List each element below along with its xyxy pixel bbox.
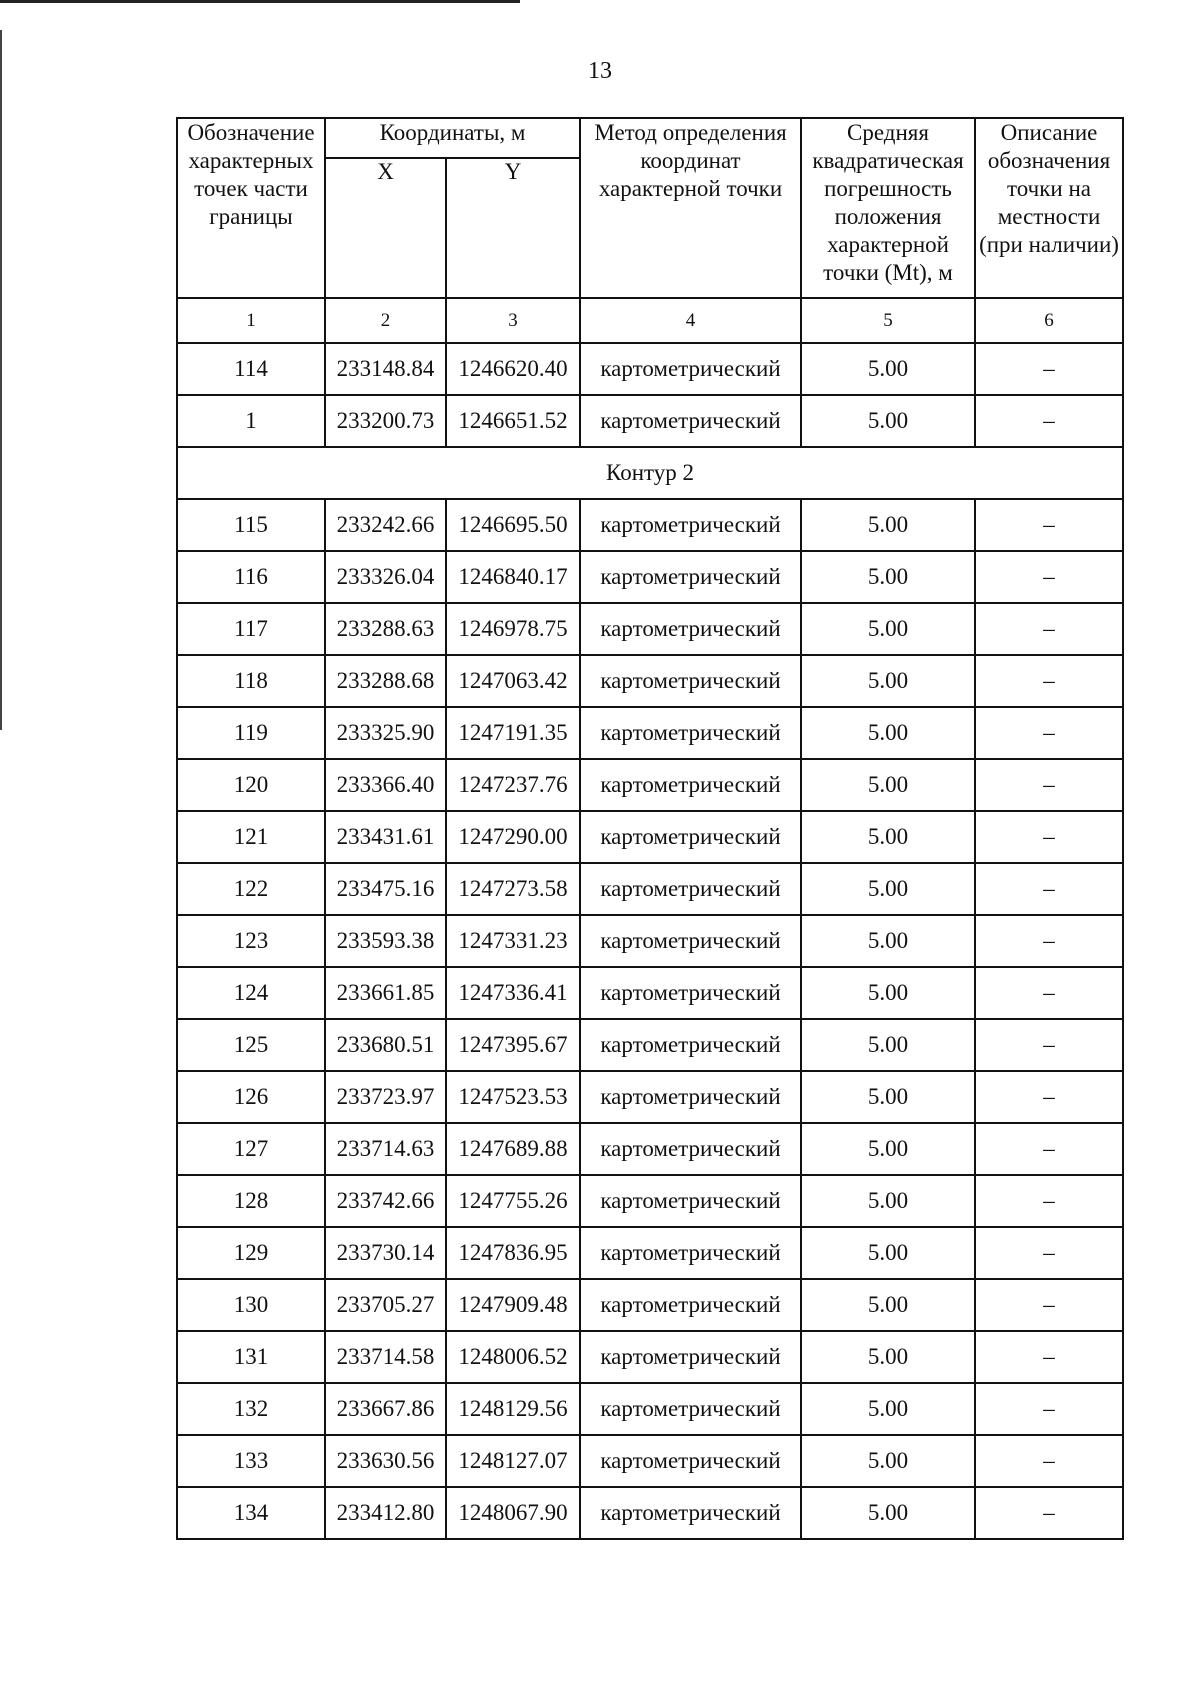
table-row bbox=[177, 759, 1123, 811]
point-id-cell: 116 bbox=[177, 551, 325, 603]
description-cell: – bbox=[975, 343, 1123, 395]
point-id-cell: 124 bbox=[177, 967, 325, 1019]
description-cell: – bbox=[975, 1227, 1123, 1279]
table-row bbox=[177, 343, 1123, 395]
table-row bbox=[177, 655, 1123, 707]
page-number: 13 bbox=[588, 58, 612, 84]
y-coordinate-cell: 1246978.75 bbox=[446, 603, 580, 655]
table-row bbox=[177, 1227, 1123, 1279]
description-cell: – bbox=[975, 1019, 1123, 1071]
point-id-cell: 128 bbox=[177, 1175, 325, 1227]
column-number: 3 bbox=[446, 298, 580, 343]
column-number: 4 bbox=[580, 298, 801, 343]
x-coordinate-cell: 233714.63 bbox=[325, 1123, 446, 1175]
point-id-cell: 133 bbox=[177, 1435, 325, 1487]
y-coordinate-cell: 1247909.48 bbox=[446, 1279, 580, 1331]
description-cell: – bbox=[975, 499, 1123, 551]
error-cell: 5.00 bbox=[801, 343, 975, 395]
description-cell: – bbox=[975, 655, 1123, 707]
point-id-cell: 134 bbox=[177, 1487, 325, 1539]
table-row bbox=[177, 395, 1123, 447]
table-row bbox=[177, 1123, 1123, 1175]
table-row bbox=[177, 1279, 1123, 1331]
y-coordinate-cell: 1246840.17 bbox=[446, 551, 580, 603]
x-coordinate-cell: 233325.90 bbox=[325, 707, 446, 759]
header-coordinates: Координаты, м bbox=[325, 118, 580, 158]
point-id-cell: 132 bbox=[177, 1383, 325, 1435]
y-coordinate-cell: 1247290.00 bbox=[446, 811, 580, 863]
x-coordinate-cell: 233242.66 bbox=[325, 499, 446, 551]
x-coordinate-cell: 233593.38 bbox=[325, 915, 446, 967]
point-id-cell: 119 bbox=[177, 707, 325, 759]
x-coordinate-cell: 233661.85 bbox=[325, 967, 446, 1019]
point-id-cell: 114 bbox=[177, 343, 325, 395]
y-coordinate-cell: 1247191.35 bbox=[446, 707, 580, 759]
point-id-cell: 123 bbox=[177, 915, 325, 967]
contour-row bbox=[177, 447, 1123, 499]
x-coordinate-cell: 233667.86 bbox=[325, 1383, 446, 1435]
table-row bbox=[177, 603, 1123, 655]
method-cell: картометрический bbox=[580, 1175, 801, 1227]
y-coordinate-cell: 1247836.95 bbox=[446, 1227, 580, 1279]
header-method: Метод определения координат характерной точки bbox=[580, 118, 801, 298]
description-cell: – bbox=[975, 707, 1123, 759]
x-coordinate-cell: 233475.16 bbox=[325, 863, 446, 915]
coordinates-table bbox=[176, 117, 1124, 1540]
error-cell: 5.00 bbox=[801, 1435, 975, 1487]
description-cell: – bbox=[975, 395, 1123, 447]
y-coordinate-cell: 1248006.52 bbox=[446, 1331, 580, 1383]
table-row bbox=[177, 1435, 1123, 1487]
description-cell: – bbox=[975, 915, 1123, 967]
y-coordinate-cell: 1248129.56 bbox=[446, 1383, 580, 1435]
error-cell: 5.00 bbox=[801, 759, 975, 811]
contour-label: Контур 2 bbox=[177, 447, 1123, 499]
error-cell: 5.00 bbox=[801, 499, 975, 551]
table-row bbox=[177, 1019, 1123, 1071]
table-row bbox=[177, 1383, 1123, 1435]
error-cell: 5.00 bbox=[801, 915, 975, 967]
error-cell: 5.00 bbox=[801, 811, 975, 863]
x-coordinate-cell: 233326.04 bbox=[325, 551, 446, 603]
description-cell: – bbox=[975, 551, 1123, 603]
y-coordinate-cell: 1246651.52 bbox=[446, 395, 580, 447]
x-coordinate-cell: 233366.40 bbox=[325, 759, 446, 811]
y-coordinate-cell: 1247395.67 bbox=[446, 1019, 580, 1071]
method-cell: картометрический bbox=[580, 707, 801, 759]
header-y: Y bbox=[446, 158, 580, 298]
description-cell: – bbox=[975, 1487, 1123, 1539]
error-cell: 5.00 bbox=[801, 1279, 975, 1331]
method-cell: картометрический bbox=[580, 1019, 801, 1071]
error-cell: 5.00 bbox=[801, 707, 975, 759]
x-coordinate-cell: 233288.68 bbox=[325, 655, 446, 707]
left-border-line bbox=[0, 30, 2, 730]
table-row bbox=[177, 1175, 1123, 1227]
error-cell: 5.00 bbox=[801, 1071, 975, 1123]
y-coordinate-cell: 1247331.23 bbox=[446, 915, 580, 967]
description-cell: – bbox=[975, 1279, 1123, 1331]
method-cell: картометрический bbox=[580, 499, 801, 551]
table-row bbox=[177, 863, 1123, 915]
x-coordinate-cell: 233200.73 bbox=[325, 395, 446, 447]
method-cell: картометрический bbox=[580, 863, 801, 915]
error-cell: 5.00 bbox=[801, 1123, 975, 1175]
method-cell: картометрический bbox=[580, 1071, 801, 1123]
y-coordinate-cell: 1246620.40 bbox=[446, 343, 580, 395]
error-cell: 5.00 bbox=[801, 551, 975, 603]
description-cell: – bbox=[975, 603, 1123, 655]
error-cell: 5.00 bbox=[801, 1383, 975, 1435]
column-number: 1 bbox=[177, 298, 325, 343]
table-row bbox=[177, 1071, 1123, 1123]
error-cell: 5.00 bbox=[801, 1019, 975, 1071]
method-cell: картометрический bbox=[580, 811, 801, 863]
table-row bbox=[177, 707, 1123, 759]
point-id-cell: 127 bbox=[177, 1123, 325, 1175]
header-designation: Обозначение характерных точек части границы bbox=[177, 118, 325, 298]
point-id-cell: 126 bbox=[177, 1071, 325, 1123]
x-coordinate-cell: 233730.14 bbox=[325, 1227, 446, 1279]
method-cell: картометрический bbox=[580, 343, 801, 395]
method-cell: картометрический bbox=[580, 1331, 801, 1383]
point-id-cell: 118 bbox=[177, 655, 325, 707]
y-coordinate-cell: 1247755.26 bbox=[446, 1175, 580, 1227]
method-cell: картометрический bbox=[580, 603, 801, 655]
method-cell: картометрический bbox=[580, 395, 801, 447]
error-cell: 5.00 bbox=[801, 1331, 975, 1383]
method-cell: картометрический bbox=[580, 915, 801, 967]
description-cell: – bbox=[975, 1435, 1123, 1487]
y-coordinate-cell: 1247237.76 bbox=[446, 759, 580, 811]
point-id-cell: 131 bbox=[177, 1331, 325, 1383]
description-cell: – bbox=[975, 863, 1123, 915]
x-coordinate-cell: 233412.80 bbox=[325, 1487, 446, 1539]
header-x: X bbox=[325, 158, 446, 298]
error-cell: 5.00 bbox=[801, 603, 975, 655]
description-cell: – bbox=[975, 967, 1123, 1019]
error-cell: 5.00 bbox=[801, 1175, 975, 1227]
column-number: 2 bbox=[325, 298, 446, 343]
point-id-cell: 129 bbox=[177, 1227, 325, 1279]
method-cell: картометрический bbox=[580, 1123, 801, 1175]
y-coordinate-cell: 1247273.58 bbox=[446, 863, 580, 915]
table-row bbox=[177, 1331, 1123, 1383]
method-cell: картометрический bbox=[580, 1435, 801, 1487]
point-id-cell: 1 bbox=[177, 395, 325, 447]
error-cell: 5.00 bbox=[801, 863, 975, 915]
table-row bbox=[177, 811, 1123, 863]
x-coordinate-cell: 233288.63 bbox=[325, 603, 446, 655]
y-coordinate-cell: 1247063.42 bbox=[446, 655, 580, 707]
table-row bbox=[177, 915, 1123, 967]
top-border-line bbox=[0, 0, 520, 3]
x-coordinate-cell: 233431.61 bbox=[325, 811, 446, 863]
description-cell: – bbox=[975, 1383, 1123, 1435]
y-coordinate-cell: 1246695.50 bbox=[446, 499, 580, 551]
point-id-cell: 122 bbox=[177, 863, 325, 915]
y-coordinate-cell: 1247689.88 bbox=[446, 1123, 580, 1175]
error-cell: 5.00 bbox=[801, 1227, 975, 1279]
error-cell: 5.00 bbox=[801, 395, 975, 447]
point-id-cell: 115 bbox=[177, 499, 325, 551]
table-row bbox=[177, 1487, 1123, 1539]
method-cell: картометрический bbox=[580, 967, 801, 1019]
method-cell: картометрический bbox=[580, 1487, 801, 1539]
table-row bbox=[177, 551, 1123, 603]
header-error: Средняя квадратическая погрешность положения характерной точки (Mt), м bbox=[801, 118, 975, 298]
point-id-cell: 130 bbox=[177, 1279, 325, 1331]
method-cell: картометрический bbox=[580, 1279, 801, 1331]
description-cell: – bbox=[975, 1071, 1123, 1123]
point-id-cell: 120 bbox=[177, 759, 325, 811]
x-coordinate-cell: 233714.58 bbox=[325, 1331, 446, 1383]
description-cell: – bbox=[975, 1123, 1123, 1175]
column-number-row bbox=[177, 298, 1123, 343]
point-id-cell: 121 bbox=[177, 811, 325, 863]
description-cell: – bbox=[975, 759, 1123, 811]
table-row bbox=[177, 967, 1123, 1019]
y-coordinate-cell: 1247523.53 bbox=[446, 1071, 580, 1123]
method-cell: картометрический bbox=[580, 759, 801, 811]
x-coordinate-cell: 233680.51 bbox=[325, 1019, 446, 1071]
description-cell: – bbox=[975, 811, 1123, 863]
error-cell: 5.00 bbox=[801, 1487, 975, 1539]
column-number: 5 bbox=[801, 298, 975, 343]
header-description: Описание обозначения точки на местности (при наличии) bbox=[975, 118, 1123, 298]
method-cell: картометрический bbox=[580, 1383, 801, 1435]
point-id-cell: 117 bbox=[177, 603, 325, 655]
y-coordinate-cell: 1247336.41 bbox=[446, 967, 580, 1019]
x-coordinate-cell: 233148.84 bbox=[325, 343, 446, 395]
method-cell: картометрический bbox=[580, 551, 801, 603]
description-cell: – bbox=[975, 1175, 1123, 1227]
error-cell: 5.00 bbox=[801, 655, 975, 707]
x-coordinate-cell: 233723.97 bbox=[325, 1071, 446, 1123]
column-number: 6 bbox=[975, 298, 1123, 343]
x-coordinate-cell: 233630.56 bbox=[325, 1435, 446, 1487]
error-cell: 5.00 bbox=[801, 967, 975, 1019]
method-cell: картометрический bbox=[580, 1227, 801, 1279]
x-coordinate-cell: 233705.27 bbox=[325, 1279, 446, 1331]
x-coordinate-cell: 233742.66 bbox=[325, 1175, 446, 1227]
y-coordinate-cell: 1248127.07 bbox=[446, 1435, 580, 1487]
description-cell: – bbox=[975, 1331, 1123, 1383]
method-cell: картометрический bbox=[580, 655, 801, 707]
table-row bbox=[177, 499, 1123, 551]
y-coordinate-cell: 1248067.90 bbox=[446, 1487, 580, 1539]
point-id-cell: 125 bbox=[177, 1019, 325, 1071]
